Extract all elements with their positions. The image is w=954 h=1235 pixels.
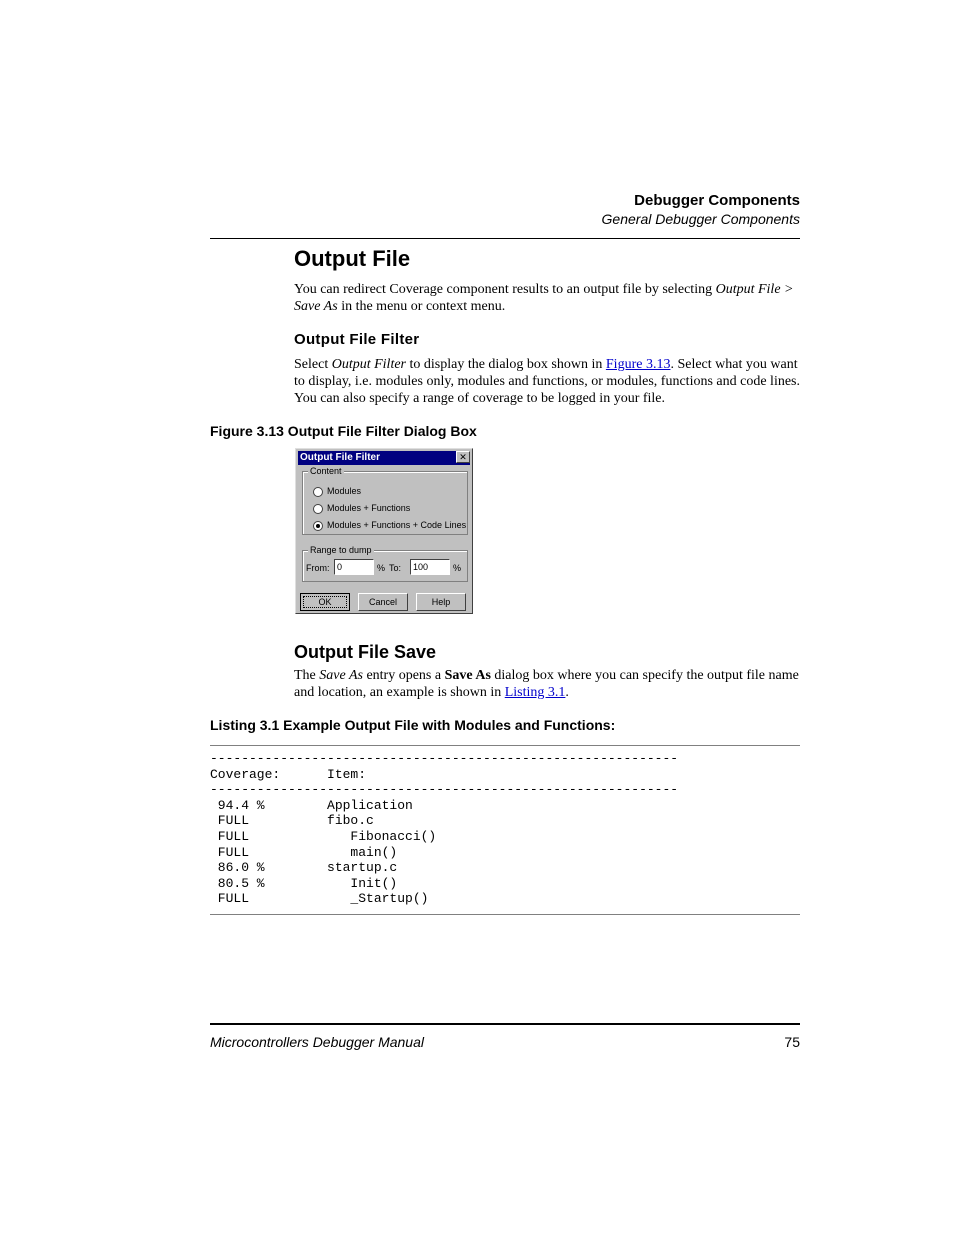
listing-code-block xyxy=(210,751,678,907)
subsection-title-output-file-filter: Output File Filter xyxy=(294,331,420,348)
from-label: From: xyxy=(306,563,330,573)
listing-caption: Listing 3.1 Example Output File with Modules and Functions: xyxy=(210,717,616,733)
to-label: To: xyxy=(389,563,402,573)
to-input[interactable]: 100 xyxy=(410,559,450,575)
footer-manual-title: Microcontrollers Debugger Manual xyxy=(210,1034,424,1050)
listing-line: ------------------------------------------------------------ xyxy=(210,782,679,798)
close-icon[interactable]: ✕ xyxy=(456,451,470,463)
output-file-filter-paragraph: Select Output Filter to display the dialog box shown in Figure 3.13. Select what you want to display, i.e. modules only, modules and functions, or modules, functions and code lines. You can also specify a range of coverage to be logged in your file. xyxy=(294,357,800,406)
output-file-paragraph: You can redirect Coverage component results to an output file by selecting Output File > Save As in the menu or context menu. xyxy=(294,282,794,314)
footer-rule xyxy=(210,1023,800,1025)
radio-button-icon[interactable] xyxy=(313,504,323,514)
listing-line: FULL _Startup() xyxy=(210,891,429,907)
listing-line: Coverage: Item: xyxy=(210,766,367,782)
listing-top-rule xyxy=(210,745,800,746)
listing-3-1-link[interactable]: Listing 3.1 xyxy=(504,685,566,700)
radio-modules[interactable]: Modules xyxy=(313,486,361,497)
output-file-filter-dialog xyxy=(295,448,473,614)
radio-modules-functions[interactable]: Modules + Functions xyxy=(313,503,410,514)
from-input[interactable]: 0 xyxy=(334,559,374,575)
help-button[interactable]: Help xyxy=(416,593,466,611)
dialog-title-bar xyxy=(298,451,470,465)
running-header-chapter: Debugger Components xyxy=(634,192,800,209)
listing-line: ------------------------------------------------------------ xyxy=(210,751,679,766)
ok-button[interactable]: OK xyxy=(300,593,350,611)
header-rule xyxy=(210,238,800,239)
radio-modules-functions-code-lines[interactable]: Modules + Functions + Code Lines xyxy=(313,520,466,531)
range-legend: Range to dump xyxy=(310,545,372,555)
listing-line: FULL Fibonacci() xyxy=(210,828,437,844)
cancel-button[interactable]: Cancel xyxy=(358,593,408,611)
listing-line: FULL main() xyxy=(210,844,398,860)
figure-caption: Figure 3.13 Output File Filter Dialog Box xyxy=(210,423,477,439)
listing-line: 80.5 % Init() xyxy=(210,875,398,891)
section-title-output-file: Output File xyxy=(294,246,411,271)
listing-line: 94.4 % Application xyxy=(210,797,413,813)
range-group xyxy=(302,545,468,582)
radio-button-selected-icon[interactable] xyxy=(313,521,323,531)
content-legend: Content xyxy=(310,466,342,476)
listing-line: FULL fibo.c xyxy=(210,813,374,829)
section-title-output-file-save: Output File Save xyxy=(294,642,437,662)
percent-label-to: % xyxy=(453,563,462,573)
running-header-section: General Debugger Components xyxy=(601,211,800,227)
figure-3-13-link[interactable]: Figure 3.13 xyxy=(605,357,671,372)
dialog-title: Output File Filter xyxy=(300,452,380,463)
page-number: 75 xyxy=(784,1034,800,1050)
listing-bottom-rule xyxy=(210,914,800,915)
percent-label-from: % xyxy=(377,563,386,573)
radio-button-icon[interactable] xyxy=(313,487,323,497)
listing-line: 86.0 % startup.c xyxy=(210,860,398,876)
output-file-save-paragraph: The Save As entry opens a Save As dialog box where you can specify the output file name and location, an example is shown in Listing 3.1. xyxy=(294,668,799,700)
content-group xyxy=(302,466,468,535)
